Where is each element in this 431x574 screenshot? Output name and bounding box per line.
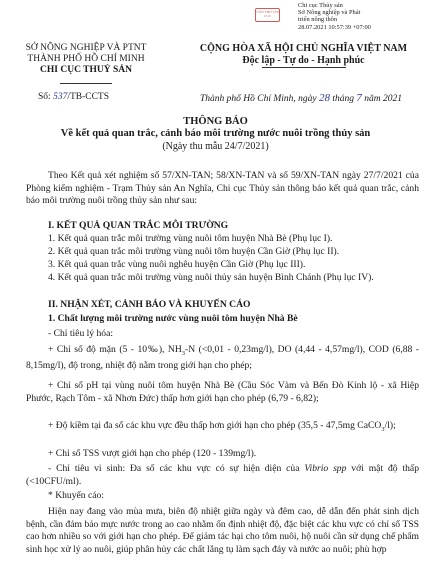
national-title: CỘNG HÒA XÃ HỘI CHỦ NGHĨA VIỆT NAM [199, 43, 408, 54]
recommendation-paragraph: Hiện nay đang vào mùa mưa, biên độ nhiệt giữa ngày và đêm cao, dễ dẫn đến phát sinh dịch bệnh, cần đảm bảo mực nước trong ao cao nhằm ổn định nhiệt độ, đặc biệt các khu vực có chỉ số TSS cao hơn nhiều so với giới hạn cho phép. Để giảm tác hại cho tôm nuôi, hộ nuôi cần sử dụng chế phẩm sinh học xử lý ao nuôi, giúp phân hủy các chất lắng tụ làm sạch đáy và nước ao nuôi; phù hợp [26, 506, 419, 555]
national-header [176, 43, 431, 66]
national-motto: Độc lập - Tự do - Hạnh phúc [242, 54, 365, 66]
office-stamp: VĂN THƯ CHI CỤC [255, 8, 280, 22]
motto-underline [262, 67, 346, 68]
signature-line-3: triển nông thôn [298, 16, 338, 24]
section-1-heading: I. KẾT QUẢ QUAN TRẮC MÔI TRƯỜNG [48, 220, 229, 231]
result-item-4: 4. Kết quả quan trắc môi trường vùng nuôi thủy sản huyện Bình Chánh (Phụ lục IV). [48, 272, 374, 283]
signature-line-1: Chi cục Thủy sản [298, 2, 343, 9]
doc-number-suffix: /TB-CCTS [67, 92, 110, 102]
recommendation-label: * Khuyến cáo: [48, 490, 104, 501]
signature-line-2: Sở Nông nghiệp và Phát [298, 9, 361, 17]
result-item-2: 2. Kết quả quan trắc môi trường vùng nuôi tôm huyện Cần Giờ (Phụ lục II). [48, 246, 340, 257]
issuer-line-1: SỞ NÔNG NGHIỆP VÀ PTNT [25, 43, 147, 53]
section-2-heading: II. NHẬN XÉT, CẢNH BÁO VÀ KHUYẾN CÁO [48, 299, 251, 310]
date-month-label: tháng [332, 94, 355, 104]
intro-paragraph: Theo Kết quả xét nghiệm số 57/XN-TAN; 58/XN-TAN và số 59/XN-TAN ngày 27/7/2021 của Phòng kiểm nghiệm - Trạm Thủy sản An Nghĩa, Chi cục Thủy sản thông báo kết quả quan trắc, cảnh báo môi trường nuôi trồng thủy sản như sau: [26, 170, 419, 206]
document-subject: Về kết quả quan trắc, cảnh báo môi trường nước nuôi trồng thủy sản [60, 128, 371, 139]
physchem-label: - Chỉ tiêu lý hóa: [48, 328, 114, 339]
date-month: 7 [356, 92, 362, 104]
document-title: THÔNG BÁO [183, 116, 248, 127]
document-number [38, 92, 109, 102]
result-item-1: 1. Kết quả quan trắc môi trường vùng nuôi tôm huyện Nhà Bè (Phụ lục I). [48, 233, 333, 244]
subsection-1-heading: 1. Chất lượng môi trường nước vùng nuôi tôm huyện Nhà Bè [48, 313, 298, 324]
issuer-underline [60, 83, 112, 84]
date-line [200, 92, 402, 104]
sampling-date: (Ngày thu mẫu 24/7/2021) [162, 141, 269, 152]
digital-signature [298, 2, 371, 31]
issuer-line-2: THÀNH PHỐ HỒ CHÍ MINH [27, 54, 145, 64]
alkalinity-paragraph: + Độ kiềm tại đa số các khu vực đều thấp hơn giới hạn cho phép (35,5 - 47,5mg CaCO$_3$/l); [48, 420, 396, 433]
signature-timestamp: 28.07.2021 10:57:39 +07:00 [298, 23, 371, 31]
doc-number-prefix: Số: [38, 92, 51, 102]
date-year: năm 2021 [364, 94, 403, 104]
result-item-3: 3. Kết quả quan trắc vùng nuôi nghêu huyện Cần Giờ (Phụ lục III). [48, 259, 306, 270]
date-day: 28 [319, 92, 331, 104]
doc-number-value: 537 [53, 92, 68, 102]
issuer-line-3: CHI CỤC THUỶ SẢN [40, 65, 132, 75]
tss-paragraph: + Chỉ số TSS vượt giới hạn cho phép (120 - 139mg/l). [48, 448, 257, 459]
ph-paragraph: + Chỉ số pH tại vùng nuôi tôm huyện Nhà Bè (Cầu Sóc Vàm và Bến Đò Kính lộ - xã Hiệp Phước, Rạch Tôm - xã Nhơn Đức) thấp hơn giới hạn cho phép (6,79 - 6,82); [26, 380, 419, 404]
salinity-paragraph: + Chỉ số độ mặn (5 - 10‰), $NH_3-N$ (<0,01 - 0,23mg/l), DO (4,44 - 4,57mg/l), COD (6,88 - 8,15mg/l), độ trong, nhiệt độ nằm trong giới hạn cho phép; [26, 344, 419, 372]
issuer-header [0, 43, 172, 76]
microbio-paragraph: - Chỉ tiêu vi sinh: Đa số các khu vực có sự hiện diện của Vibrio spp với mật độ thấp (<10CFU/ml). [26, 463, 419, 487]
date-place: Thành phố Hồ Chí Minh, ngày [200, 94, 317, 104]
